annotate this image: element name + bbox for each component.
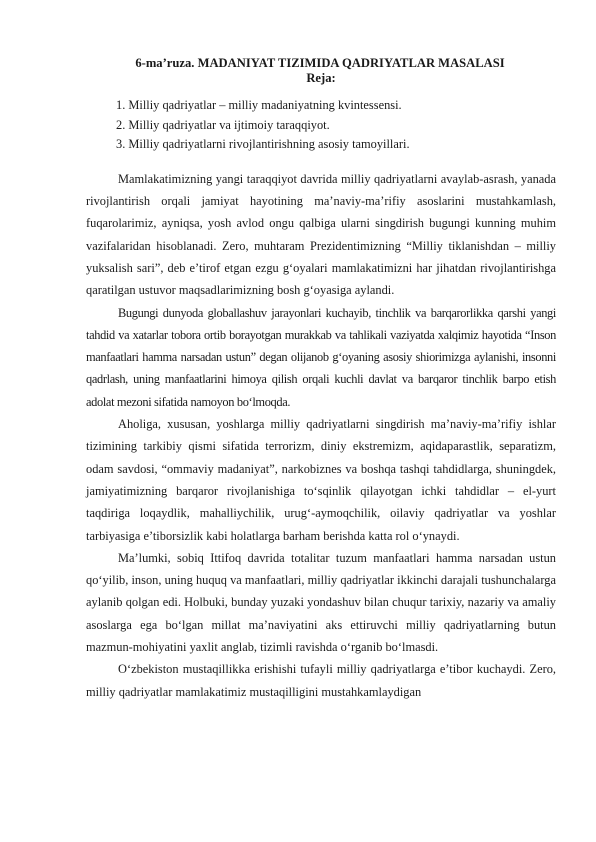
body-paragraph: Mamlakatimizning yangi taraqqiyot davrida milliy qadriyatlarni avaylab-asrash, yanada rivojlantirish orqali jamiyat hayotining ma’naviy-ma’rifiy asoslarini mustahkamlash, fuqarolarimiz, ayniqsa, yosh avlod ongu qalbiga ularni singdirish bugungi kunning muhim vazifalaridan hisoblanadi. Zero, muhtaram Prezidentimizning “Milliy tiklanishdan – milliy yuksalish sari”, deb e’tirof etgan ezgu g‘oyalari mamlakatimizni har jihatdan rivojlantirishga qaratilgan ustuvor maqsadlarimizning bosh g‘oyasiga aylandi. [86, 171, 556, 298]
body-paragraph: Ma’lumki, sobiq Ittifoq davrida totalitar tuzum manfaatlari hamma narsadan ustun qo‘yilib, inson, uning huquq va manfaatlari, milliy qadriyatlar ikkinchi darajali tushunchalarga aylanib qolgan edi. Holbuki, bunday yuzaki yondashuv bilan chuqur tarixiy, nazariy va amaliy asoslarga ega bo‘lgan millat ma’naviyatini aks ettiruvchi milliy qadriyatlarning butun mazmun-mohiyatini yaxlit anglab, tizimli ravishda o‘rganib bo‘lmasdi. [86, 550, 556, 655]
plan-item: 3. Milliy qadriyatlarni rivojlantirishning asosiy tamoyillari. [116, 137, 410, 152]
body-paragraph: Bugungi dunyoda globallashuv jarayonlari kuchayib, tinchlik va barqarorlikka qarshi yangi tahdid va xatarlar tobora ortib borayotgan murakkab va tahlikali vaziyatda xalqimiz hayotida “Inson manfaatlari hamma narsadan ustun” degan olijanob g‘oyaning asosiy shiorimizga aylanishi, insonni qadrlash, uning manfaatlarini himoya qilish orqali kuchli davlat va barqaror tinchlik barpo etish adolat mezoni sifatida namoyon bo‘lmoqda. [86, 305, 556, 409]
body-paragraph: Aholiga, xususan, yoshlarga milliy qadriyatlarni singdirish ma’naviy-ma’rifiy ishlar tizimining tarkibiy qismi sifatida terrorizm, diniy ekstremizm, aqidaparastlik, separatizm, odam savdosi, “ommaviy madaniyat”, narkobiznes va boshqa tashqi tahdidlarga, shuningdek, jamiyatimizning barqaror rivojlanishiga to‘sqinlik qilayotgan ichki tahdidlar – el-yurt taqdiriga loqaydlik, mahalliychilik, urug‘-aymoqchilik, oilaviy qadriyatlar va yoshlar tarbiyasiga e’tiborsizlik kabi holatlarga barham berishda katta rol o‘ynaydi. [86, 417, 556, 543]
plan-item: 1. Milliy qadriyatlar – milliy madaniyatning kvintessensi. [116, 98, 402, 112]
lecture-title: 6-ma’ruza. MADANIYAT TIZIMIDA QADRIYATLAR MASALASI [135, 56, 505, 70]
plan-list [86, 96, 556, 155]
body-paragraph: O‘zbekiston mustaqillikka erishishi tufayli milliy qadriyatlarga e’tibor kuchaydi. Zero, milliy qadriyatlar mamlakatimiz mustaqilligini mustahkamlaydigan [86, 662, 556, 699]
plan-item: 2. Milliy qadriyatlar va ijtimoiy taraqqiyot. [116, 117, 330, 132]
plan-heading: Reja: [306, 71, 336, 85]
